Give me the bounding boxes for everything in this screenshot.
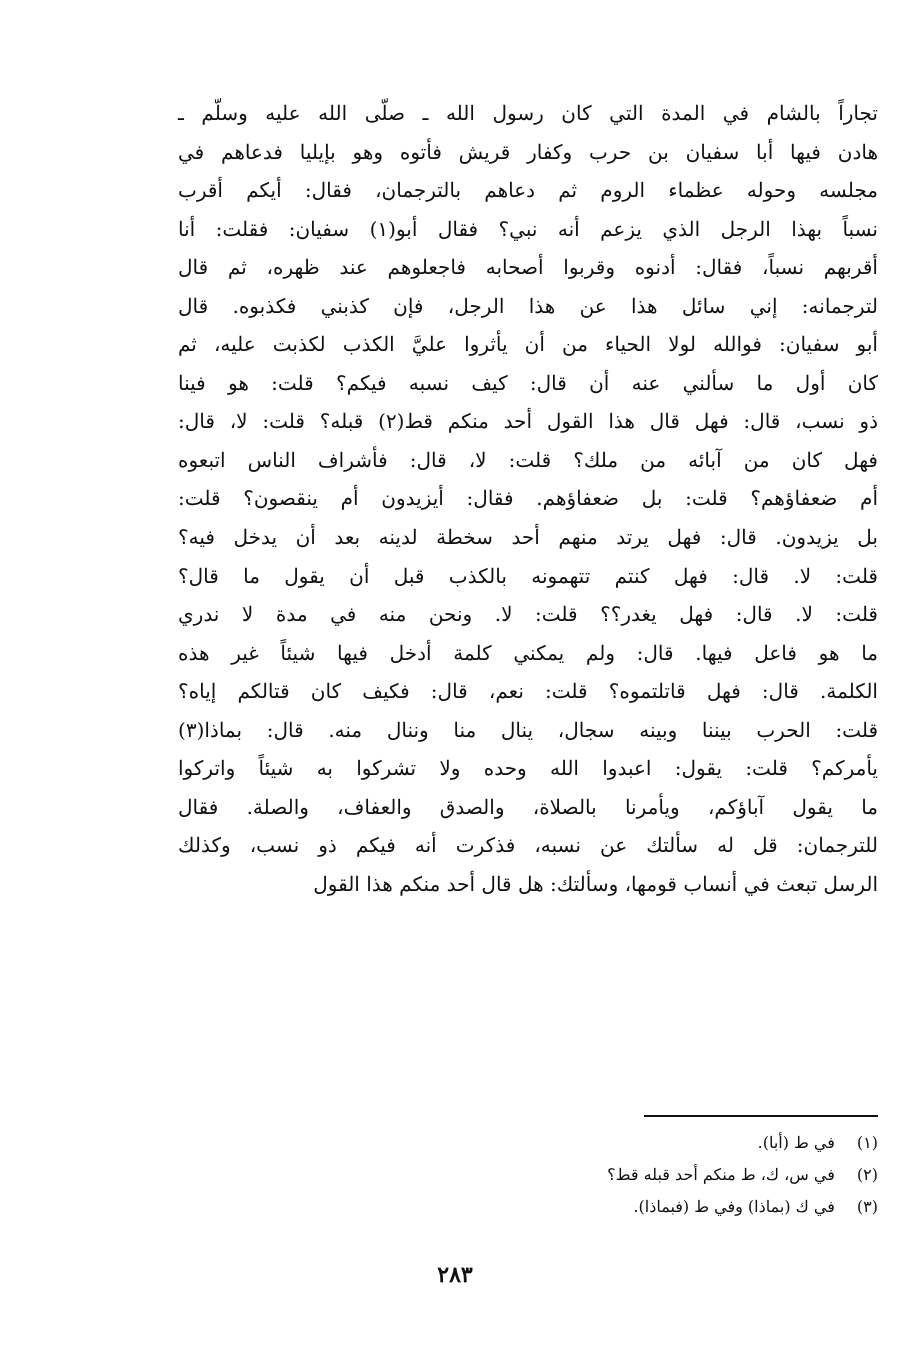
text-line: قلت: لا. قال: فهل يغدر؟؟ قلت: لا. ونحن منه في مدة لا ندري — [178, 602, 878, 627]
footnote — [300, 1127, 878, 1159]
footnote — [300, 1159, 878, 1191]
text-line: تجاراً بالشام في المدة التي كان رسول الله ـ صلّى الله عليه وسلّم ـ — [178, 101, 878, 125]
text-line: كان أول ما سألني عنه أن قال: كيف نسبه فيكم؟ قلت: هو فينا — [178, 370, 878, 395]
footnote-number: (١) — [856, 1133, 878, 1152]
page-number: ٢٨٣ — [437, 1262, 473, 1288]
text-line: نسباً بهذا الرجل الذي يزعم أنه نبي؟ فقال أبو(١) سفيان: فقلت: أنا — [178, 216, 879, 241]
text-line: أم ضعفاؤهم؟ قلت: بل ضعفاؤهم. فقال: أيزيدون أم ينقصون؟ قلت: — [178, 486, 878, 511]
footnote-text: في س، ك، ط منكم أحد قبله قط؟ — [607, 1165, 835, 1184]
text-line: للترجمان: قل له سألتك عن نسبه، فذكرت أنه فيكم ذو نسب، وكذلك — [178, 833, 878, 858]
footnote-text: في ك (بماذا) وفي ط (فبماذا). — [633, 1197, 835, 1216]
text-line: الرسل تبعث في أنساب قومها، وسألتك: هل قال أحد منكم هذا القول — [313, 871, 878, 896]
text-line: ما هو فاعل فيها. قال: ولم يمكني كلمة أدخل فيها شيئاً غير هذه — [178, 640, 878, 665]
footnote-text: في ط (أبا). — [757, 1133, 835, 1152]
text-line: يأمركم؟ قلت: يقول: اعبدوا الله وحده ولا تشركوا به شيئاً واتركوا — [178, 756, 878, 781]
footnotes — [300, 1127, 878, 1223]
footnote — [300, 1191, 878, 1223]
text-line: بل يزيدون. قال: فهل يرتد منهم أحد سخطة لدينه بعد أن يدخل فيه؟ — [178, 525, 878, 550]
text-line: أقربهم نسباً، فقال: أدنوه وقربوا أصحابه فاجعلوهم عند ظهره، ثم قال — [178, 255, 878, 280]
text-line: أبو سفيان: فوالله لولا الحياء من أن يأثروا عليَّ الكذب لكذبت عليه، ثم — [178, 332, 878, 357]
text-line: قلت: الحرب بيننا وبينه سجال، ينال منا وننال منه. قال: بماذا(٣) — [178, 717, 878, 742]
text-line: الكلمة. قال: فهل قاتلتموه؟ قلت: نعم، قال: فكيف كان قتالكم إياه؟ — [178, 679, 878, 704]
text-line: ما يقول آباؤكم، ويأمرنا بالصلاة، والصدق والعفاف، والصلة. فقال — [178, 794, 878, 819]
text-line: فهل كان من آبائه من ملك؟ قلت: لا، قال: فأشراف الناس اتبعوه — [178, 447, 878, 472]
main-text — [178, 94, 878, 903]
text-line: مجلسه وحوله عظماء الروم ثم دعاهم بالترجمان، فقال: أيكم أقرب — [178, 178, 878, 203]
text-line: قلت: لا. قال: فهل كنتم تتهمونه بالكذب قبل أن يقول ما قال؟ — [178, 563, 878, 588]
footnote-number: (٢) — [856, 1165, 878, 1184]
footnote-number: (٣) — [856, 1197, 878, 1216]
text-line: لترجمانه: إني سائل هذا عن هذا الرجل، فإن كذبني فكذبوه. قال — [178, 293, 878, 318]
footnote-separator — [644, 1115, 878, 1117]
text-line: ذو نسب، قال: فهل قال هذا القول أحد منكم قط(٢) قبله؟ قلت: لا، قال: — [178, 409, 878, 434]
text-line: هادن فيها أبا سفيان بن حرب وكفار قريش فأتوه وهو بإيليا فدعاهم في — [178, 139, 878, 164]
